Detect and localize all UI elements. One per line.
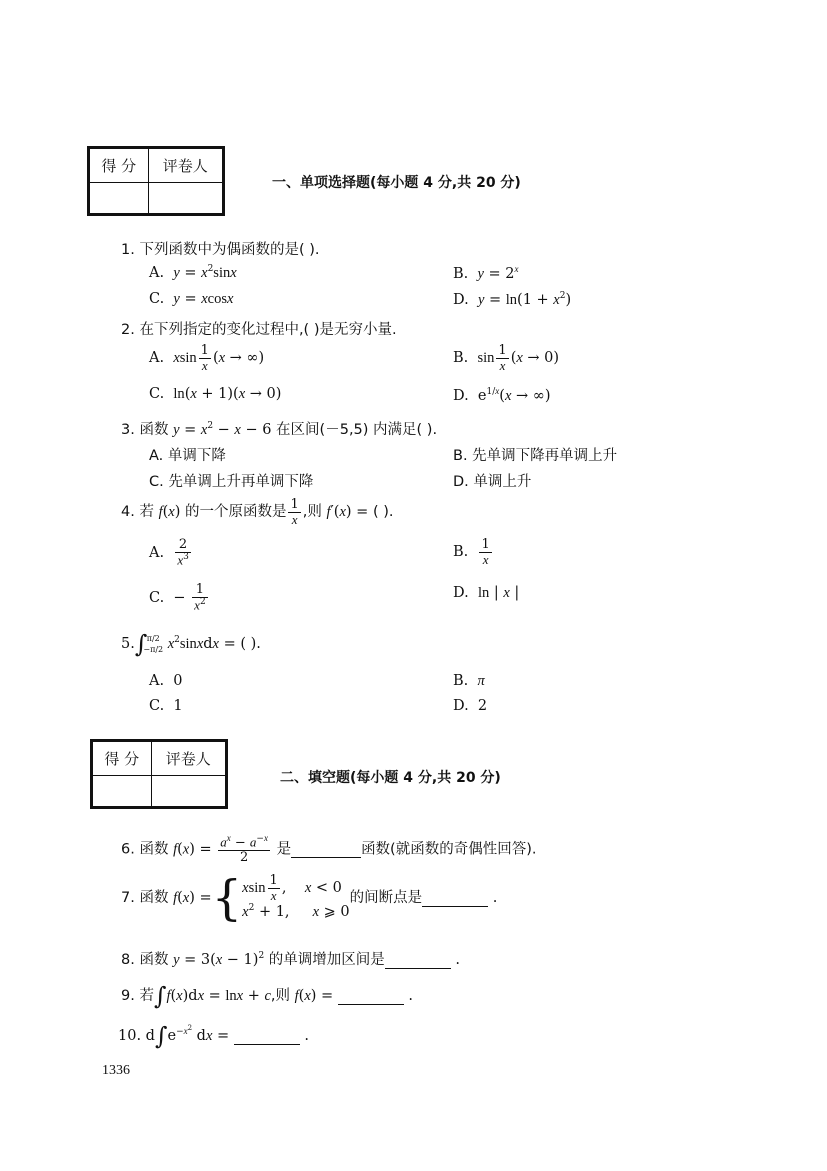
q3-stem-a: 3. 函数 [121,422,174,438]
score-label: 得 分 [93,742,152,776]
q9-answer-blank[interactable] [338,988,404,1005]
q4-stem-a: 4. 若 [121,504,159,521]
q6-pre: 6. 函数 [121,841,174,858]
q7-answer-blank[interactable] [422,890,488,907]
score-cell[interactable] [93,776,152,807]
q8-answer-blank[interactable] [385,952,451,969]
q7-post: 的间断点是 [349,890,423,906]
q10-pre: 10. d [118,1028,155,1044]
question-6: 6. 函数 f(x) = $\frac{a^x - a^{-x}}{2}$ 是 函数(就函数的奇偶性回答). [121,833,537,865]
score-box-1 [87,146,225,216]
q1-option-b[interactable]: B. $y = 2^x$ [453,264,519,282]
score-cell[interactable] [90,183,149,214]
q4-option-c[interactable]: C. − $\frac{1}{x^2}$ [149,582,206,612]
grader-cell[interactable] [151,776,225,807]
question-1: 1. 下列函数中为偶函数的是( ). [121,242,320,258]
question-3: 3. 函数 $y = x^2 - x - 6$ 在区间(－5,5) 内满足( ). [121,421,438,438]
q3-option-a[interactable]: A. 单调下降 [149,448,226,464]
section-1-title: 一、单项选择题(每小题 4 分,共 20 分) [272,175,521,191]
score-label: 得 分 [90,149,149,183]
q9-pre: 9. 若 [121,988,154,1004]
q2-option-c[interactable]: C. ln(x + 1)(x → 0) [149,386,282,402]
grader-cell[interactable] [148,183,222,214]
q4-option-a[interactable]: A. $\frac{2}{x^3}$ [149,537,189,567]
q1-option-d[interactable]: D. $y = \ln(1 + x^2)$ [453,291,572,308]
question-2: 2. 在下列指定的变化过程中,( )是无穷小量. [121,322,397,338]
q4-stem-b: 的一个原函数是 [180,504,287,521]
q9-post: ,则 [270,988,295,1004]
grader-label: 评卷人 [151,742,225,776]
q4-stem-c: ,则 [302,504,327,521]
q8-post: 的单调增加区间是 [264,952,385,968]
q3-option-c[interactable]: C. 先单调上升再单调下降 [149,474,314,490]
grader-label: 评卷人 [148,149,222,183]
q4-stem-d: = ( ). [351,504,394,521]
q6-post: 函数(就函数的奇偶性回答). [361,841,537,858]
score-box-2 [90,739,228,809]
q7-pre: 7. 函数 [121,890,174,906]
q5-option-b[interactable]: B. π [453,673,485,689]
q4-option-b[interactable]: B. $\frac{1}{x}$ [453,537,490,567]
q5-option-a[interactable]: A. 0 [149,673,183,689]
q5-option-d[interactable]: D. 2 [453,698,488,714]
q6-mid: 是 [276,841,292,858]
question-4: 4. 若 f(x) 的一个原函数是 $\frac{1}{x}$ ,则 f′(x) = ( ). [121,497,394,527]
question-10: 10. $d\int e^{-x^2}$ dx = . [118,1022,310,1050]
q5-option-c[interactable]: C. 1 [149,698,183,714]
q4-option-d[interactable]: D. ln | x | [453,585,520,601]
q1-option-c[interactable]: C. y = xcosx [149,291,234,307]
question-7: 7. 函数 f(x) ={ xsin $\frac{1}{x}$ , x < 0 $x^2 + 1$, x ⩾ 0 的间断点是 . [121,870,498,926]
question-8: 8. 函数 $y = 3(x - 1)^2$ 的单调增加区间是 . [121,951,460,968]
q3-option-d[interactable]: D. 单调上升 [453,474,532,490]
page-number: 1336 [102,1063,130,1078]
question-5: 5.∫ π/2 −π/2 $x^2sinxdx$ = ( ). [121,630,261,658]
q2-option-d[interactable]: D. $e^{1/x}(x$ → ∞) [453,386,551,404]
q2-option-a[interactable]: A. xsin $\frac{1}{x}$ (x → ∞) [149,343,265,373]
q5-stem-end: = ( ). [218,636,261,652]
q6-answer-blank[interactable] [291,841,361,858]
section-2-title: 二、填空题(每小题 4 分,共 20 分) [280,770,501,786]
q8-pre: 8. 函数 [121,952,174,968]
q3-option-b[interactable]: B. 先单调下降再单调上升 [453,448,618,464]
q10-answer-blank[interactable] [234,1028,300,1045]
q1-option-a[interactable]: A. $y = x^2\sin x$ [149,264,237,281]
question-9: 9. 若∫f(x)dx = lnx + c,则 f(x) = . [121,982,414,1010]
q2-option-b[interactable]: B. sin $\frac{1}{x}$ (x → 0) [453,343,560,373]
q3-stem-b: 在区间(－5,5) 内满足( ). [271,422,438,438]
